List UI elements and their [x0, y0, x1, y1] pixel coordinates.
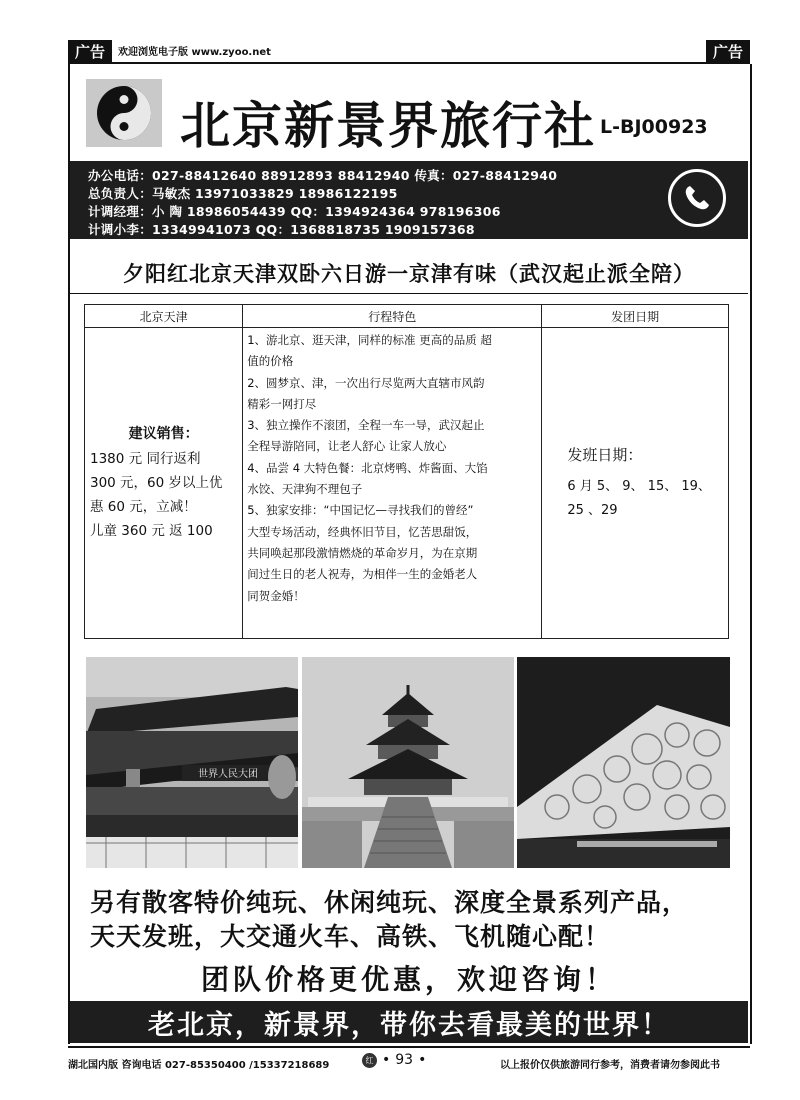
column-header-features: 行程特色 — [243, 305, 542, 328]
license-number: L-BJ00923 — [600, 116, 708, 138]
departure-label: 发班日期： — [567, 445, 643, 464]
contact-bar — [70, 161, 748, 239]
water-cube-photo — [517, 657, 730, 868]
tiananmen-photo — [86, 657, 298, 868]
departure-cell — [542, 328, 729, 639]
ad-label-right: 广告 — [706, 40, 750, 62]
itinerary-table — [84, 304, 729, 639]
features-cell — [243, 328, 542, 639]
contact-line-manager: 总负责人：马敏杰 13971033829 18986122195 — [88, 186, 398, 201]
footer-edition-contact: 湖北国内版 咨询电话 027-85350400 /15337218689 — [68, 1060, 330, 1071]
slogan-text: 老北京，新景界，带你去看最美的世界！ — [148, 1009, 670, 1041]
promo-line-transport: 天天发班，大交通火车、高铁、飞机随心配！ — [90, 922, 611, 951]
table-row — [85, 328, 729, 639]
welcome-text: 欢迎浏览电子版 www.zyoo.net — [118, 47, 271, 58]
section-rule — [70, 293, 748, 294]
page-number-text: 93 — [395, 1052, 414, 1068]
sale-line: 1380 元 同行返利 — [90, 451, 201, 467]
feature-line: 3、独立操作不滚团，全程一车一导，武汉起止 — [247, 418, 485, 433]
departure-dates-line: 6 月 5、 9、 15、 19、 — [567, 478, 711, 494]
departure-dates-line: 25 、29 — [567, 502, 618, 518]
feature-line: 同贺金婚！ — [247, 588, 305, 603]
feature-line: 4、品尝 4 大特色餐：北京烤鸭、炸酱面、大馅 — [247, 460, 488, 475]
contact-line-planner: 计调经理：小 陶 18986054439 QQ：1394924364 978196306 — [88, 204, 501, 219]
page-number — [362, 1052, 426, 1068]
column-header-route: 北京天津 — [85, 305, 243, 328]
sale-line: 惠 60 元，立减！ — [90, 499, 197, 515]
promo-line-products: 另有散客特价纯玩、休闲纯玩、深度全景系列产品， — [90, 888, 689, 917]
promo-line-group: 团队价格更优惠，欢迎咨询！ — [200, 963, 617, 996]
contact-line-office: 办公电话：027-88412640 88912893 88412940 传真：027-88412940 — [88, 168, 558, 183]
company-name: 北京新景界旅行社 — [180, 96, 596, 155]
sale-title: 建议销售： — [128, 426, 199, 442]
sale-line: 300 元，60 岁以上优 — [90, 475, 223, 491]
temple-of-heaven-photo — [302, 657, 514, 868]
feature-line: 精彩一网打尽 — [247, 396, 317, 411]
feature-line: 1、游北京、逛天津，同样的标准 更高的品质 超 — [247, 333, 492, 347]
feature-line: 共同唤起那段激情燃烧的革命岁月，为在京期 — [247, 545, 478, 560]
footer-rule — [68, 1046, 750, 1048]
yin-yang-logo-icon — [86, 79, 162, 147]
tour-title: 夕阳红北京天津双卧六日游一京津有味（武汉起止派全陪） — [123, 262, 695, 286]
feature-line: 水饺、天津狗不理包子 — [247, 482, 363, 497]
telephone-icon — [668, 169, 726, 227]
footer-disclaimer: 以上报价仅供旅游同行参考，消费者请勿参阅此书 — [500, 1060, 720, 1071]
feature-line: 间过生日的老人祝寿，为相伴一生的金婚老人 — [247, 567, 478, 582]
sale-line: 儿童 360 元 返 100 — [90, 523, 213, 539]
slogan-bar — [70, 1001, 748, 1043]
feature-line: 5、独家安排：“中国记忆—寻找我们的曾经” — [247, 503, 474, 518]
tiananmen-sign-text: 世界人民大团 — [198, 769, 258, 780]
column-header-dates: 发团日期 — [542, 305, 729, 328]
feature-line: 大型专场活动，经典怀旧节目，忆苦思甜饭， — [247, 524, 478, 539]
feature-line: 2、圆梦京、津，一次出行尽览两大直辖市风韵 — [247, 375, 485, 390]
table-header-row — [85, 305, 729, 328]
sale-price-cell — [85, 328, 243, 639]
contact-line-assistant: 计调小李：13349941073 QQ：1368818735 1909157368 — [88, 222, 475, 237]
page-number-dot-left: • — [382, 1052, 391, 1068]
page-badge: 红 — [362, 1053, 377, 1068]
ad-label-left: 广告 — [68, 40, 112, 62]
page-number-dot-right: • — [418, 1052, 427, 1068]
feature-line: 全程导游陪同，让老人舒心 让家人放心 — [247, 439, 447, 454]
feature-line: 值的价格 — [247, 354, 294, 369]
